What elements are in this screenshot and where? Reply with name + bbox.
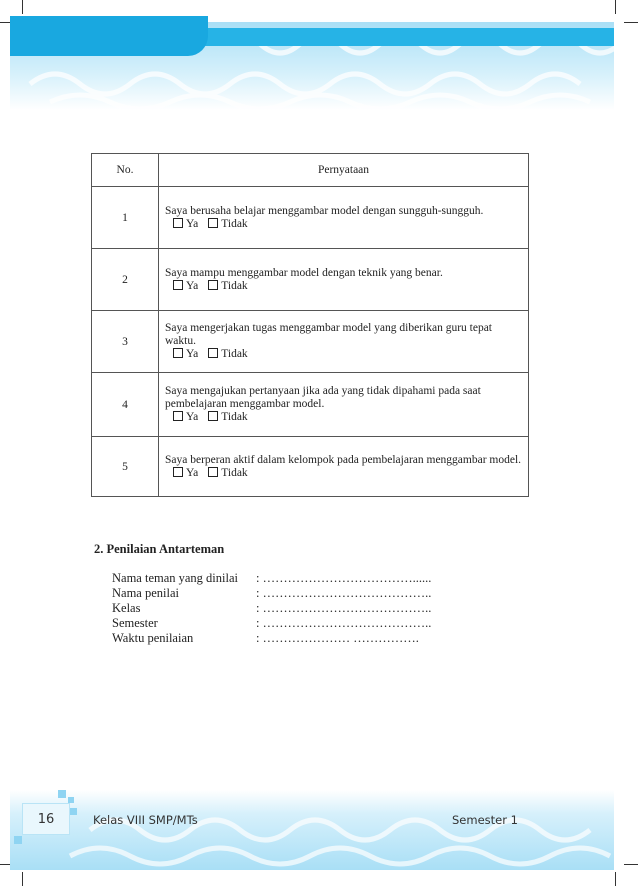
footer-book-title: Kelas VIII SMP/MTs xyxy=(93,813,198,827)
checkbox-icon[interactable] xyxy=(173,348,183,358)
pixel-decoration xyxy=(70,808,77,815)
option-no-checkbox[interactable] xyxy=(208,411,247,423)
form-fill-line[interactable]: : ………………………………...... xyxy=(256,571,432,585)
footer-semester: Semester 1 xyxy=(452,813,518,827)
form-label: Waktu penilaian xyxy=(112,631,194,645)
option-yes-checkbox[interactable] xyxy=(173,411,198,423)
option-yes-label: Ya xyxy=(186,411,199,423)
crop-mark xyxy=(22,872,23,886)
peer-assessment-form xyxy=(112,571,431,646)
checkbox-icon[interactable] xyxy=(208,280,218,290)
column-header-statement: Pernyataan xyxy=(159,154,529,187)
option-no-checkbox[interactable] xyxy=(208,348,247,360)
statement-cell xyxy=(159,311,529,373)
statement-text: Saya mengajukan pertanyaan jika ada yang tidak dipahami pada saat xyxy=(165,385,481,397)
statement-text: pembelajaran menggambar model. xyxy=(165,398,325,410)
statement-text: Saya mampu menggambar model dengan teknik yang benar. xyxy=(165,266,443,279)
option-no-label: Tidak xyxy=(221,217,248,230)
option-yes-checkbox[interactable] xyxy=(173,467,198,479)
form-row xyxy=(112,601,431,616)
option-yes-checkbox[interactable] xyxy=(173,348,198,360)
option-yes-label: Ya xyxy=(186,217,199,230)
form-row xyxy=(112,571,431,586)
form-label: Semester xyxy=(112,616,158,630)
row-number: 5 xyxy=(92,437,159,497)
form-row xyxy=(112,631,431,646)
table-row xyxy=(92,249,529,311)
table-row xyxy=(92,437,529,497)
checkbox-icon[interactable] xyxy=(208,218,218,228)
checkbox-icon[interactable] xyxy=(173,411,183,421)
swirl-ornament-icon xyxy=(10,790,614,870)
option-yes-label: Ya xyxy=(186,348,199,360)
form-label: Kelas xyxy=(112,601,141,615)
header-tab xyxy=(10,16,208,56)
crop-mark xyxy=(624,22,638,23)
table-row xyxy=(92,187,529,249)
form-fill-line[interactable]: : ………………………………….. xyxy=(256,601,432,615)
option-yes-label: Ya xyxy=(186,466,199,479)
checkbox-icon[interactable] xyxy=(173,280,183,290)
checkbox-icon[interactable] xyxy=(173,218,183,228)
option-yes-checkbox[interactable] xyxy=(173,218,198,230)
statement-cell xyxy=(159,249,529,311)
crop-mark xyxy=(624,864,638,865)
form-row xyxy=(112,586,431,601)
option-no-label: Tidak xyxy=(221,466,248,479)
option-no-checkbox[interactable] xyxy=(208,467,247,479)
form-label: Nama teman yang dinilai xyxy=(112,571,239,585)
checkbox-icon[interactable] xyxy=(208,348,218,358)
option-yes-label: Ya xyxy=(186,279,199,292)
column-header-no: No. xyxy=(92,154,159,187)
pixel-decoration xyxy=(14,836,22,844)
statements-table xyxy=(91,153,529,497)
row-number: 3 xyxy=(92,311,159,373)
checkbox-icon[interactable] xyxy=(173,467,183,477)
form-fill-line[interactable]: : ………………………………….. xyxy=(256,586,432,600)
crop-mark xyxy=(615,0,616,14)
table-row xyxy=(92,373,529,437)
section-title: 2. Penilaian Antarteman xyxy=(94,542,225,556)
statement-cell xyxy=(159,373,529,437)
statement-cell xyxy=(159,187,529,249)
footer-decoration xyxy=(10,790,614,870)
table-header-row xyxy=(92,154,529,187)
statement-cell xyxy=(159,437,529,497)
row-number: 4 xyxy=(92,373,159,437)
crop-mark xyxy=(22,0,23,14)
option-no-checkbox[interactable] xyxy=(208,218,247,230)
checkbox-icon[interactable] xyxy=(208,467,218,477)
option-no-checkbox[interactable] xyxy=(208,280,247,292)
form-row xyxy=(112,616,431,631)
crop-mark xyxy=(615,872,616,886)
row-number: 2 xyxy=(92,249,159,311)
form-fill-line[interactable]: : ………………… ……………. xyxy=(256,631,419,645)
form-label: Nama penilai xyxy=(112,586,179,600)
statement-text: Saya berusaha belajar menggambar model dengan sungguh-sungguh. xyxy=(165,204,484,217)
table-row xyxy=(92,311,529,373)
form-fill-line[interactable]: : ………………………………….. xyxy=(256,616,432,630)
row-number: 1 xyxy=(92,187,159,249)
checkbox-icon[interactable] xyxy=(208,411,218,421)
option-no-label: Tidak xyxy=(221,279,248,292)
statement-text: Saya berperan aktif dalam kelompok pada pembelajaran menggambar model. xyxy=(165,453,522,466)
statement-text: Saya mengerjakan tugas menggambar model yang diberikan guru tepat waktu. xyxy=(165,322,493,347)
option-no-label: Tidak xyxy=(221,411,248,423)
option-yes-checkbox[interactable] xyxy=(173,280,198,292)
option-no-label: Tidak xyxy=(221,348,248,360)
pixel-decoration xyxy=(58,790,66,798)
page-number: 16 xyxy=(22,803,70,835)
